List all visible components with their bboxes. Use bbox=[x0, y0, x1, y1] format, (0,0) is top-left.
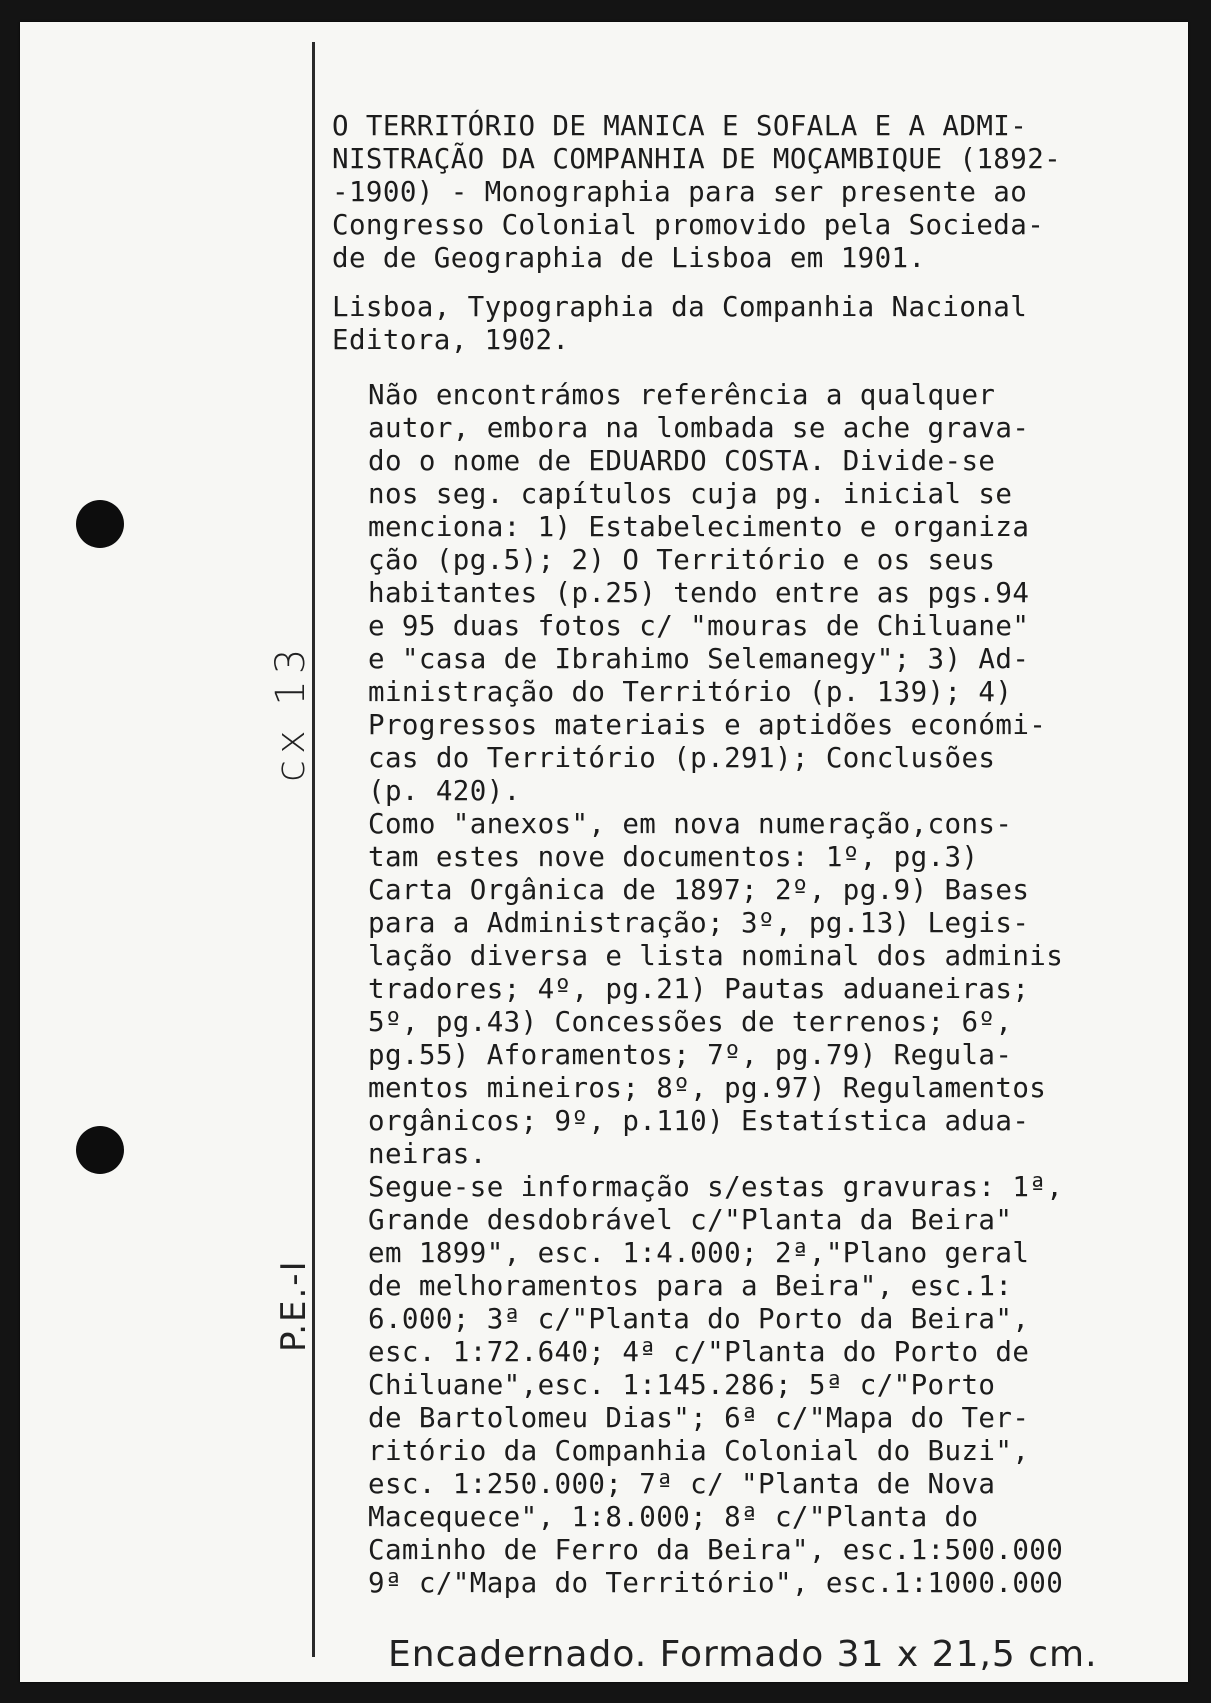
typed-text-block bbox=[332, 110, 1180, 1600]
punch-hole-top bbox=[76, 500, 124, 548]
catalog-card bbox=[20, 22, 1188, 1682]
punch-hole-bottom bbox=[76, 1126, 124, 1174]
margin-rule bbox=[312, 42, 315, 1657]
book-description: Não encontrámos referência a qualquer autor, embora na lombada se ache grava- do o nome de EDUARDO COSTA. Divide-se nos seg. capítulos cuja pg. inicial se menciona: 1) Estabelecimento e organiza ção (pg.5); 2) O Território e os seus habitantes (p.25) tendo entre as pgs.94 e 95 duas fotos c/ "mouras de Chiluane" e "casa de Ibrahimo Selemanegy"; 3) Ad- ministração do Território (p. 139); 4) Progressos materiais e aptidões económi- cas do Território (p.291); Conclusões (p. 420). Como "anexos", em nova numeração,cons- tam estes nove documentos: 1º, pg.3) Carta Orgânica de 1897; 2º, pg.9) Bases para a Administração; 3º, pg.13) Legis- lação diversa e lista nominal dos adminis tradores; 4º, pg.21) Pautas aduaneiras; 5º, pg.43) Concessões de terrenos; 6º, pg.55) Aforamentos; 7º, pg.79) Regula- mentos mineiros; 8º, pg.97) Regulamentos orgânicos; 9º, p.110) Estatística adua- neiras. Segue-se informação s/estas gravuras: 1ª, Grande desdobrável c/"Planta da Beira" em 1899", esc. 1:4.000; 2ª,"Plano geral de melhoramentos para a Beira", esc.1: 6.000; 3ª c/"Planta do Porto da Beira", esc. 1:72.640; 4ª c/"Planta do Porto de Chiluane",esc. 1:145.286; 5ª c/"Porto de Bartolomeu Dias"; 6ª c/"Mapa do Ter- ritório da Companhia Colonial do Buzi", esc. 1:250.000; 7ª c/ "Planta de Nova Macequece", 1:8.000; 8ª c/"Planta do Caminho de Ferro da Beira", esc.1:500.000 9ª c/"Mapa do Território", esc.1:1000.000 bbox=[368, 379, 1064, 1599]
book-imprint: Lisboa, Typographia da Companhia Nacional Editora, 1902. bbox=[332, 291, 1028, 356]
handwritten-margin-mark: P.E.-I bbox=[274, 1259, 314, 1352]
handwritten-binding-note: Encadernado. Formado 31 x 21,5 cm. bbox=[388, 1634, 1098, 1675]
book-title: O TERRITÓRIO DE MANICA E SOFALA E A ADMI- NISTRAÇÃO DA COMPANHIA DE MOÇAMBIQUE (1892- -1900) - Monographia para ser presente ao Congresso Colonial promovido pela Socieda- de de Geographia de Lisboa em 1901. bbox=[332, 110, 1062, 274]
handwritten-shelf-ref: cx 13 bbox=[268, 642, 314, 782]
